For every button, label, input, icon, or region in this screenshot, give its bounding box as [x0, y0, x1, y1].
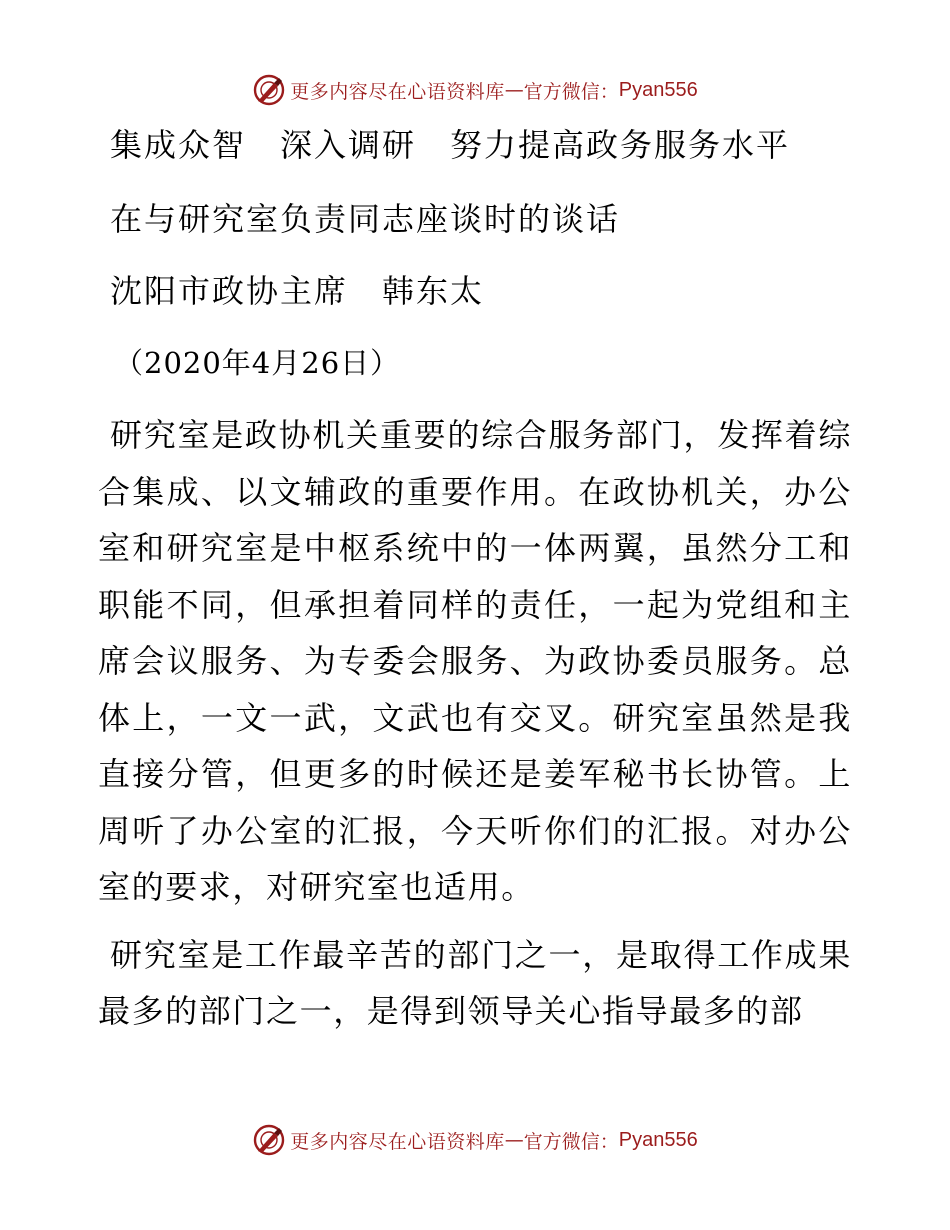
- paragraph: 研究室是工作最辛苦的部门之一，是取得工作成果最多的部门之一，是得到领导关心指导最多的部: [98, 935, 852, 1030]
- document-body: [98, 120, 852, 1040]
- banner-wechat-id: Pyan556: [618, 78, 698, 101]
- banner-label: 官方微信：: [523, 80, 619, 103]
- document-subtitle: 在与研究室负责同志座谈时的谈话: [110, 200, 621, 238]
- banner-text: 更多内容尽在心语资料库: [290, 1130, 505, 1153]
- banner-label: 官方微信：: [523, 1130, 619, 1153]
- banner-separator: —: [504, 79, 524, 101]
- pen-logo-icon: [252, 73, 286, 107]
- banner-separator: —: [504, 1129, 524, 1151]
- document-author: 沈阳市政协主席 韩东太: [110, 272, 485, 310]
- pen-logo-icon: [252, 1123, 286, 1157]
- document-date: （2020年4月26日）: [114, 346, 401, 380]
- paragraph: 研究室是政协机关重要的综合服务部门，发挥着综合集成、以文辅政的重要作用。在政协机关，办公室和研究室是中枢系统中的一体两翼，虽然分工和职能不同，但承担着同样的责任，一起为党组和主席会议服务、为专委会服务、为政协委员服务。总体上，一文一武，文武也有交叉。研究室虽然是我直接分管，但更多的时候还是姜军秘书长协管。上周听了办公室的汇报，今天听你们的汇报。对办公室的要求，对研究室也适用。: [98, 416, 852, 906]
- top-banner: [0, 70, 950, 110]
- banner-text: 更多内容尽在心语资料库: [290, 80, 505, 103]
- banner-wechat-id: Pyan556: [618, 1128, 698, 1151]
- document-title: 集成众智 深入调研 努力提高政务服务水平: [110, 126, 791, 164]
- bottom-banner: [0, 1120, 950, 1160]
